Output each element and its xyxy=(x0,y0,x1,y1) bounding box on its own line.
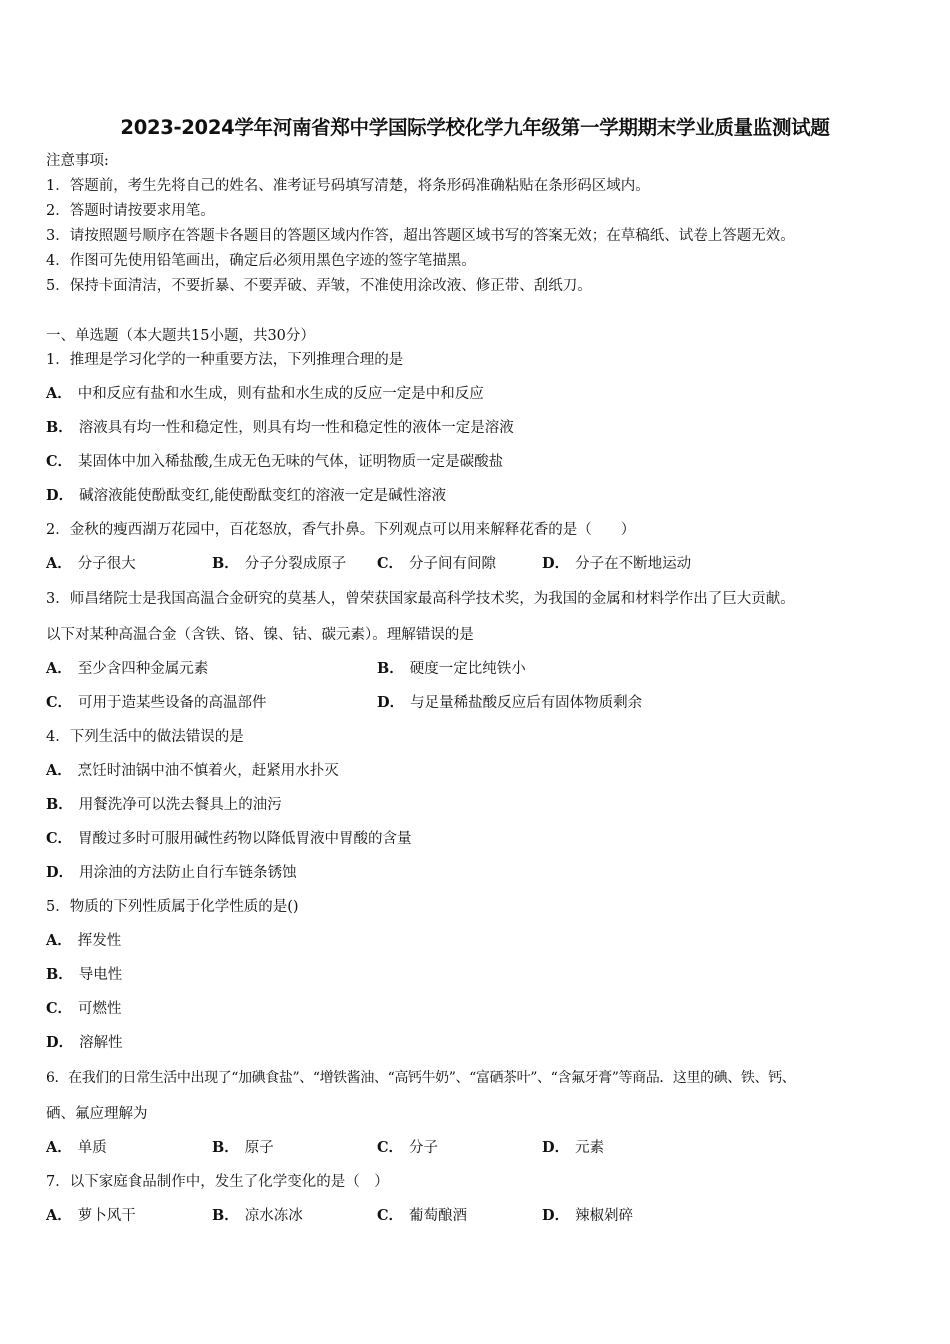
option-label: B． xyxy=(212,1207,239,1224)
option-label: B． xyxy=(212,1139,239,1156)
option-a xyxy=(46,764,339,779)
notice-item: 5．保持卡面清洁，不要折暴、不要弄破、弄皱，不准使用涂改液、修正带、刮纸刀。 xyxy=(46,278,592,294)
option-b xyxy=(377,662,526,677)
option-label: A． xyxy=(46,1207,72,1224)
option-c xyxy=(46,696,267,711)
option-b xyxy=(46,421,514,436)
option-d xyxy=(46,866,297,881)
option-b xyxy=(212,1141,274,1156)
option-text: 烹饪时油锅中油不慎着火，赶紧用水扑灭 xyxy=(77,763,339,779)
question-stem-continued: 硒、氟应理解为 xyxy=(46,1106,148,1122)
option-label: D． xyxy=(46,864,74,881)
notice-heading: 注意事项: xyxy=(46,153,109,169)
option-b xyxy=(212,1209,303,1224)
option-d xyxy=(377,696,642,711)
option-text: 元素 xyxy=(575,1140,605,1156)
option-a xyxy=(46,662,208,677)
option-text: 分子在不断地运动 xyxy=(575,556,692,572)
option-a xyxy=(46,387,484,402)
option-label: A． xyxy=(46,932,72,949)
option-label: B． xyxy=(212,555,239,572)
option-text: 某固体中加入稀盐酸,生成无色无味的气体，证明物质一定是碳酸盐 xyxy=(78,454,504,470)
option-text: 分子分裂成原子 xyxy=(244,556,347,572)
option-text: 分子间有间隙 xyxy=(409,556,497,572)
question-stem: 1．推理是学习化学的一种重要方法，下列推理合理的是 xyxy=(46,352,404,368)
option-label: A． xyxy=(46,555,72,572)
option-text: 碱溶液能使酚酞变红,能使酚酞变红的溶液一定是碱性溶液 xyxy=(79,488,447,504)
option-d xyxy=(542,1209,633,1224)
option-c xyxy=(377,557,496,572)
option-text: 溶液具有均一性和稳定性，则具有均一性和稳定性的液体一定是溶液 xyxy=(78,420,514,436)
option-text: 萝卜风干 xyxy=(77,1208,136,1224)
option-text: 可用于造某些设备的高温部件 xyxy=(78,695,267,711)
option-label: C． xyxy=(377,555,404,572)
question-stem: 7．以下家庭食品制作中，发生了化学变化的是（ ） xyxy=(46,1174,389,1190)
option-label: D． xyxy=(542,555,570,572)
notice-item: 3．请按照题号顺序在答题卡各题目的答题区域内作答，超出答题区域书写的答案无效；在草稿纸、试卷上答题无效。 xyxy=(46,228,795,244)
option-text: 与足量稀盐酸反应后有固体物质剩余 xyxy=(410,695,643,711)
option-c xyxy=(377,1209,467,1224)
option-text: 凉水冻冰 xyxy=(244,1208,303,1224)
option-label: B． xyxy=(377,660,404,677)
option-label: B． xyxy=(46,419,73,436)
option-text: 分子很大 xyxy=(77,556,136,572)
option-label: D． xyxy=(377,694,405,711)
option-b xyxy=(46,798,282,813)
option-b xyxy=(212,557,346,572)
option-a xyxy=(46,934,121,949)
option-d xyxy=(46,1036,123,1051)
option-label: A． xyxy=(46,762,72,779)
option-c xyxy=(46,455,503,470)
question-stem: 4．下列生活中的做法错误的是 xyxy=(46,729,244,745)
option-a xyxy=(46,557,136,572)
option-c xyxy=(46,832,412,847)
question-stem: 2．金秋的瘦西湖万花园中，百花怒放，香气扑鼻。下列观点可以用来解释花香的是（ ） xyxy=(46,522,636,538)
option-label: C． xyxy=(377,1139,404,1156)
option-text: 用涂油的方法防止自行车链条锈蚀 xyxy=(79,865,297,881)
option-label: B． xyxy=(46,796,73,813)
option-text: 硬度一定比纯铁小 xyxy=(409,661,526,677)
option-text: 原子 xyxy=(244,1140,274,1156)
option-c xyxy=(377,1141,438,1156)
option-b xyxy=(46,968,122,983)
section-heading: 一、单选题（本大题共15小题，共30分） xyxy=(46,328,315,344)
option-label: A． xyxy=(46,1139,72,1156)
notice-item: 4．作图可先使用铅笔画出，确定后必须用黑色字迹的签字笔描黑。 xyxy=(46,253,476,269)
option-a xyxy=(46,1141,107,1156)
option-d xyxy=(542,1141,604,1156)
page-title: 2023-2024学年河南省郑中学国际学校化学九年级第一学期期末学业质量监测试题 xyxy=(120,116,830,139)
option-text: 葡萄酿酒 xyxy=(409,1208,468,1224)
option-a xyxy=(46,1209,136,1224)
option-text: 单质 xyxy=(77,1140,107,1156)
option-label: C． xyxy=(46,830,73,847)
option-label: D． xyxy=(46,487,74,504)
option-text: 导电性 xyxy=(78,967,123,983)
question-stem-continued: 以下对某种高温合金（含铁、铬、镍、钴、碳元素）。理解错误的是 xyxy=(46,627,474,643)
option-text: 挥发性 xyxy=(77,933,122,949)
option-text: 胃酸过多时可服用碱性药物以降低胃液中胃酸的含量 xyxy=(78,831,412,847)
option-text: 可燃性 xyxy=(78,1001,122,1017)
question-stem: 3．师昌绪院士是我国高温合金研究的莫基人，曾荣获国家最高科学技术奖，为我国的金属和材料学作出了巨大贡献。 xyxy=(46,591,795,607)
option-text: 辣椒剁碎 xyxy=(575,1208,634,1224)
notice-item: 2．答题时请按要求用笔。 xyxy=(46,203,215,219)
option-d xyxy=(542,557,691,572)
option-label: A． xyxy=(46,660,72,677)
option-text: 溶解性 xyxy=(79,1035,123,1051)
option-label: D． xyxy=(542,1207,570,1224)
option-label: D． xyxy=(46,1034,74,1051)
option-label: A． xyxy=(46,385,72,402)
option-label: C． xyxy=(377,1207,404,1224)
option-text: 用餐洗净可以洗去餐具上的油污 xyxy=(78,797,282,813)
option-label: B． xyxy=(46,966,73,983)
option-c xyxy=(46,1002,122,1017)
option-label: D． xyxy=(542,1139,570,1156)
option-text: 分子 xyxy=(409,1140,439,1156)
notice-item: 1．答题前，考生先将自己的姓名、准考证号码填写清楚，将条形码准确粘贴在条形码区域内。 xyxy=(46,178,650,194)
option-text: 中和反应有盐和水生成，则有盐和水生成的反应一定是中和反应 xyxy=(77,386,484,402)
option-label: C． xyxy=(46,694,73,711)
question-stem: 6．在我们的日常生活中出现了“加碘食盐”、“增铁酱油、“高钙牛奶”、“富硒茶叶”、“含氟牙膏”等商品．这里的碘、铁、钙、 xyxy=(46,1070,796,1086)
option-label: C． xyxy=(46,1000,73,1017)
option-text: 至少含四种金属元素 xyxy=(77,661,209,677)
option-label: C． xyxy=(46,453,73,470)
option-d xyxy=(46,489,446,504)
question-stem: 5．物质的下列性质属于化学性质的是() xyxy=(46,899,299,915)
